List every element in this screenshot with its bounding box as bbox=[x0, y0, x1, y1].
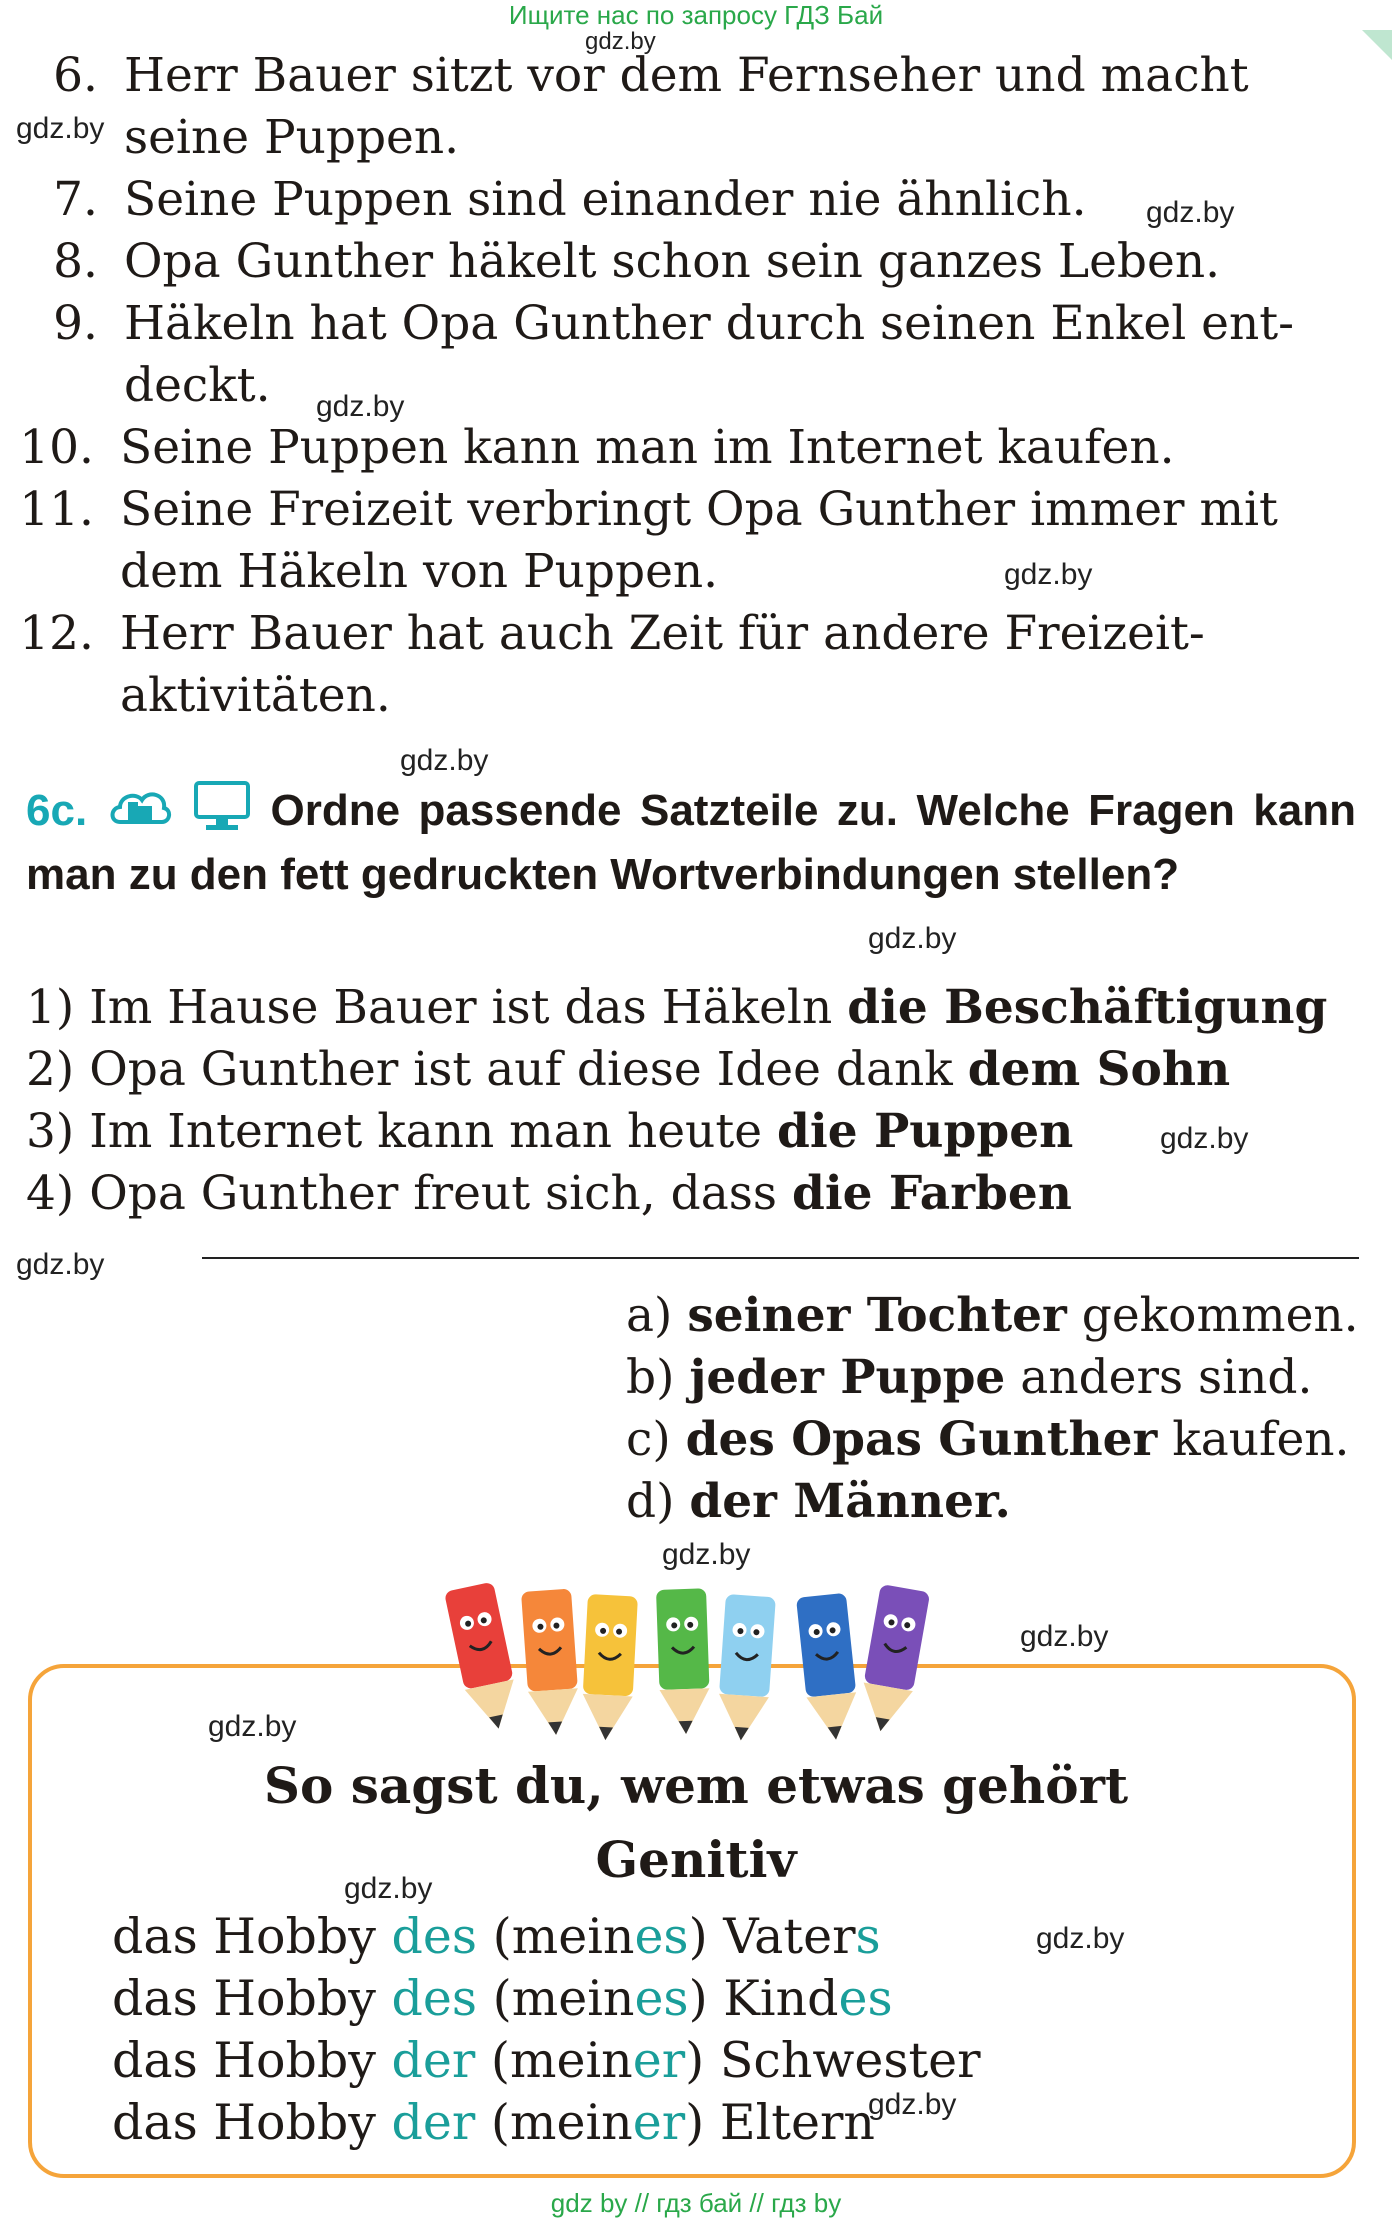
search-banner: Ищите нас по запросу ГДЗ Бай bbox=[508, 0, 884, 30]
purple-pencil bbox=[856, 1584, 930, 1735]
genitive-example: das Hobby des (meines) Vaters bbox=[112, 1908, 881, 1965]
page-corner bbox=[1362, 30, 1392, 60]
match-left-item: 3) Im Internet kann man heute die Puppen bbox=[26, 1104, 1074, 1159]
orange-pencil bbox=[521, 1589, 581, 1737]
yellow-pencil bbox=[580, 1594, 638, 1741]
watermark: gdz.by bbox=[868, 2088, 957, 2121]
pencils-illustration bbox=[386, 1572, 1006, 1742]
watermark: gdz.by bbox=[868, 922, 957, 955]
divider bbox=[202, 1257, 1359, 1259]
instruction-text: Ordne passende Satzteile zu. Welche Fragen kann man zu den fett gedruckten Wortverbindungen stellen? bbox=[26, 786, 1356, 899]
watermark: gdz.by bbox=[400, 744, 489, 777]
watermark: gdz.by bbox=[208, 1710, 297, 1743]
footer-links: gdz by // гдз бай // гдз by bbox=[550, 2188, 842, 2218]
match-right-item: b) jeder Puppe anders sind. bbox=[626, 1350, 1313, 1405]
match-left-item: 1) Im Hause Bauer ist das Häkeln die Beschäftigung bbox=[26, 980, 1328, 1035]
match-right-item: c) des Opas Gunther kaufen. bbox=[626, 1412, 1350, 1467]
watermark: gdz.by bbox=[16, 112, 105, 145]
match-left-item: 4) Opa Gunther freut sich, dass die Farben bbox=[26, 1166, 1072, 1221]
blue-pencil bbox=[796, 1593, 861, 1742]
exercise-number: 6c. bbox=[26, 786, 88, 836]
watermark: gdz.by bbox=[1020, 1620, 1109, 1653]
watermark: gdz.by bbox=[344, 1872, 433, 1905]
match-left-item: 2) Opa Gunther ist auf diese Idee dank dem Sohn bbox=[26, 1042, 1231, 1097]
grammar-box-title: So sagst du, wem etwas gehört bbox=[263, 1756, 1129, 1815]
genitive-example: das Hobby der (meiner) Eltern bbox=[112, 2094, 875, 2151]
genitive-example: das Hobby des (meines) Kindes bbox=[112, 1970, 893, 2027]
computer-monitor-icon bbox=[192, 780, 252, 847]
grammar-box-subtitle: Genitiv bbox=[595, 1830, 797, 1889]
exercise-instruction bbox=[26, 780, 1356, 902]
match-right-item: d) der Männer. bbox=[626, 1474, 1011, 1529]
red-pencil bbox=[444, 1582, 523, 1734]
cloud-folder-icon bbox=[106, 782, 174, 845]
light-blue-pencil bbox=[716, 1594, 776, 1742]
watermark: gdz.by bbox=[316, 390, 405, 423]
watermark: gdz.by bbox=[585, 28, 656, 55]
watermark: gdz.by bbox=[1004, 558, 1093, 591]
green-pencil bbox=[656, 1588, 711, 1735]
watermark: gdz.by bbox=[16, 1248, 105, 1281]
watermark: gdz.by bbox=[1036, 1922, 1125, 1955]
genitive-example: das Hobby der (meiner) Schwester bbox=[112, 2032, 981, 2089]
watermark: gdz.by bbox=[1160, 1122, 1249, 1155]
match-right-item: a) seiner Tochter gekommen. bbox=[626, 1288, 1359, 1343]
watermark: gdz.by bbox=[662, 1538, 751, 1571]
watermark: gdz.by bbox=[1146, 196, 1235, 229]
